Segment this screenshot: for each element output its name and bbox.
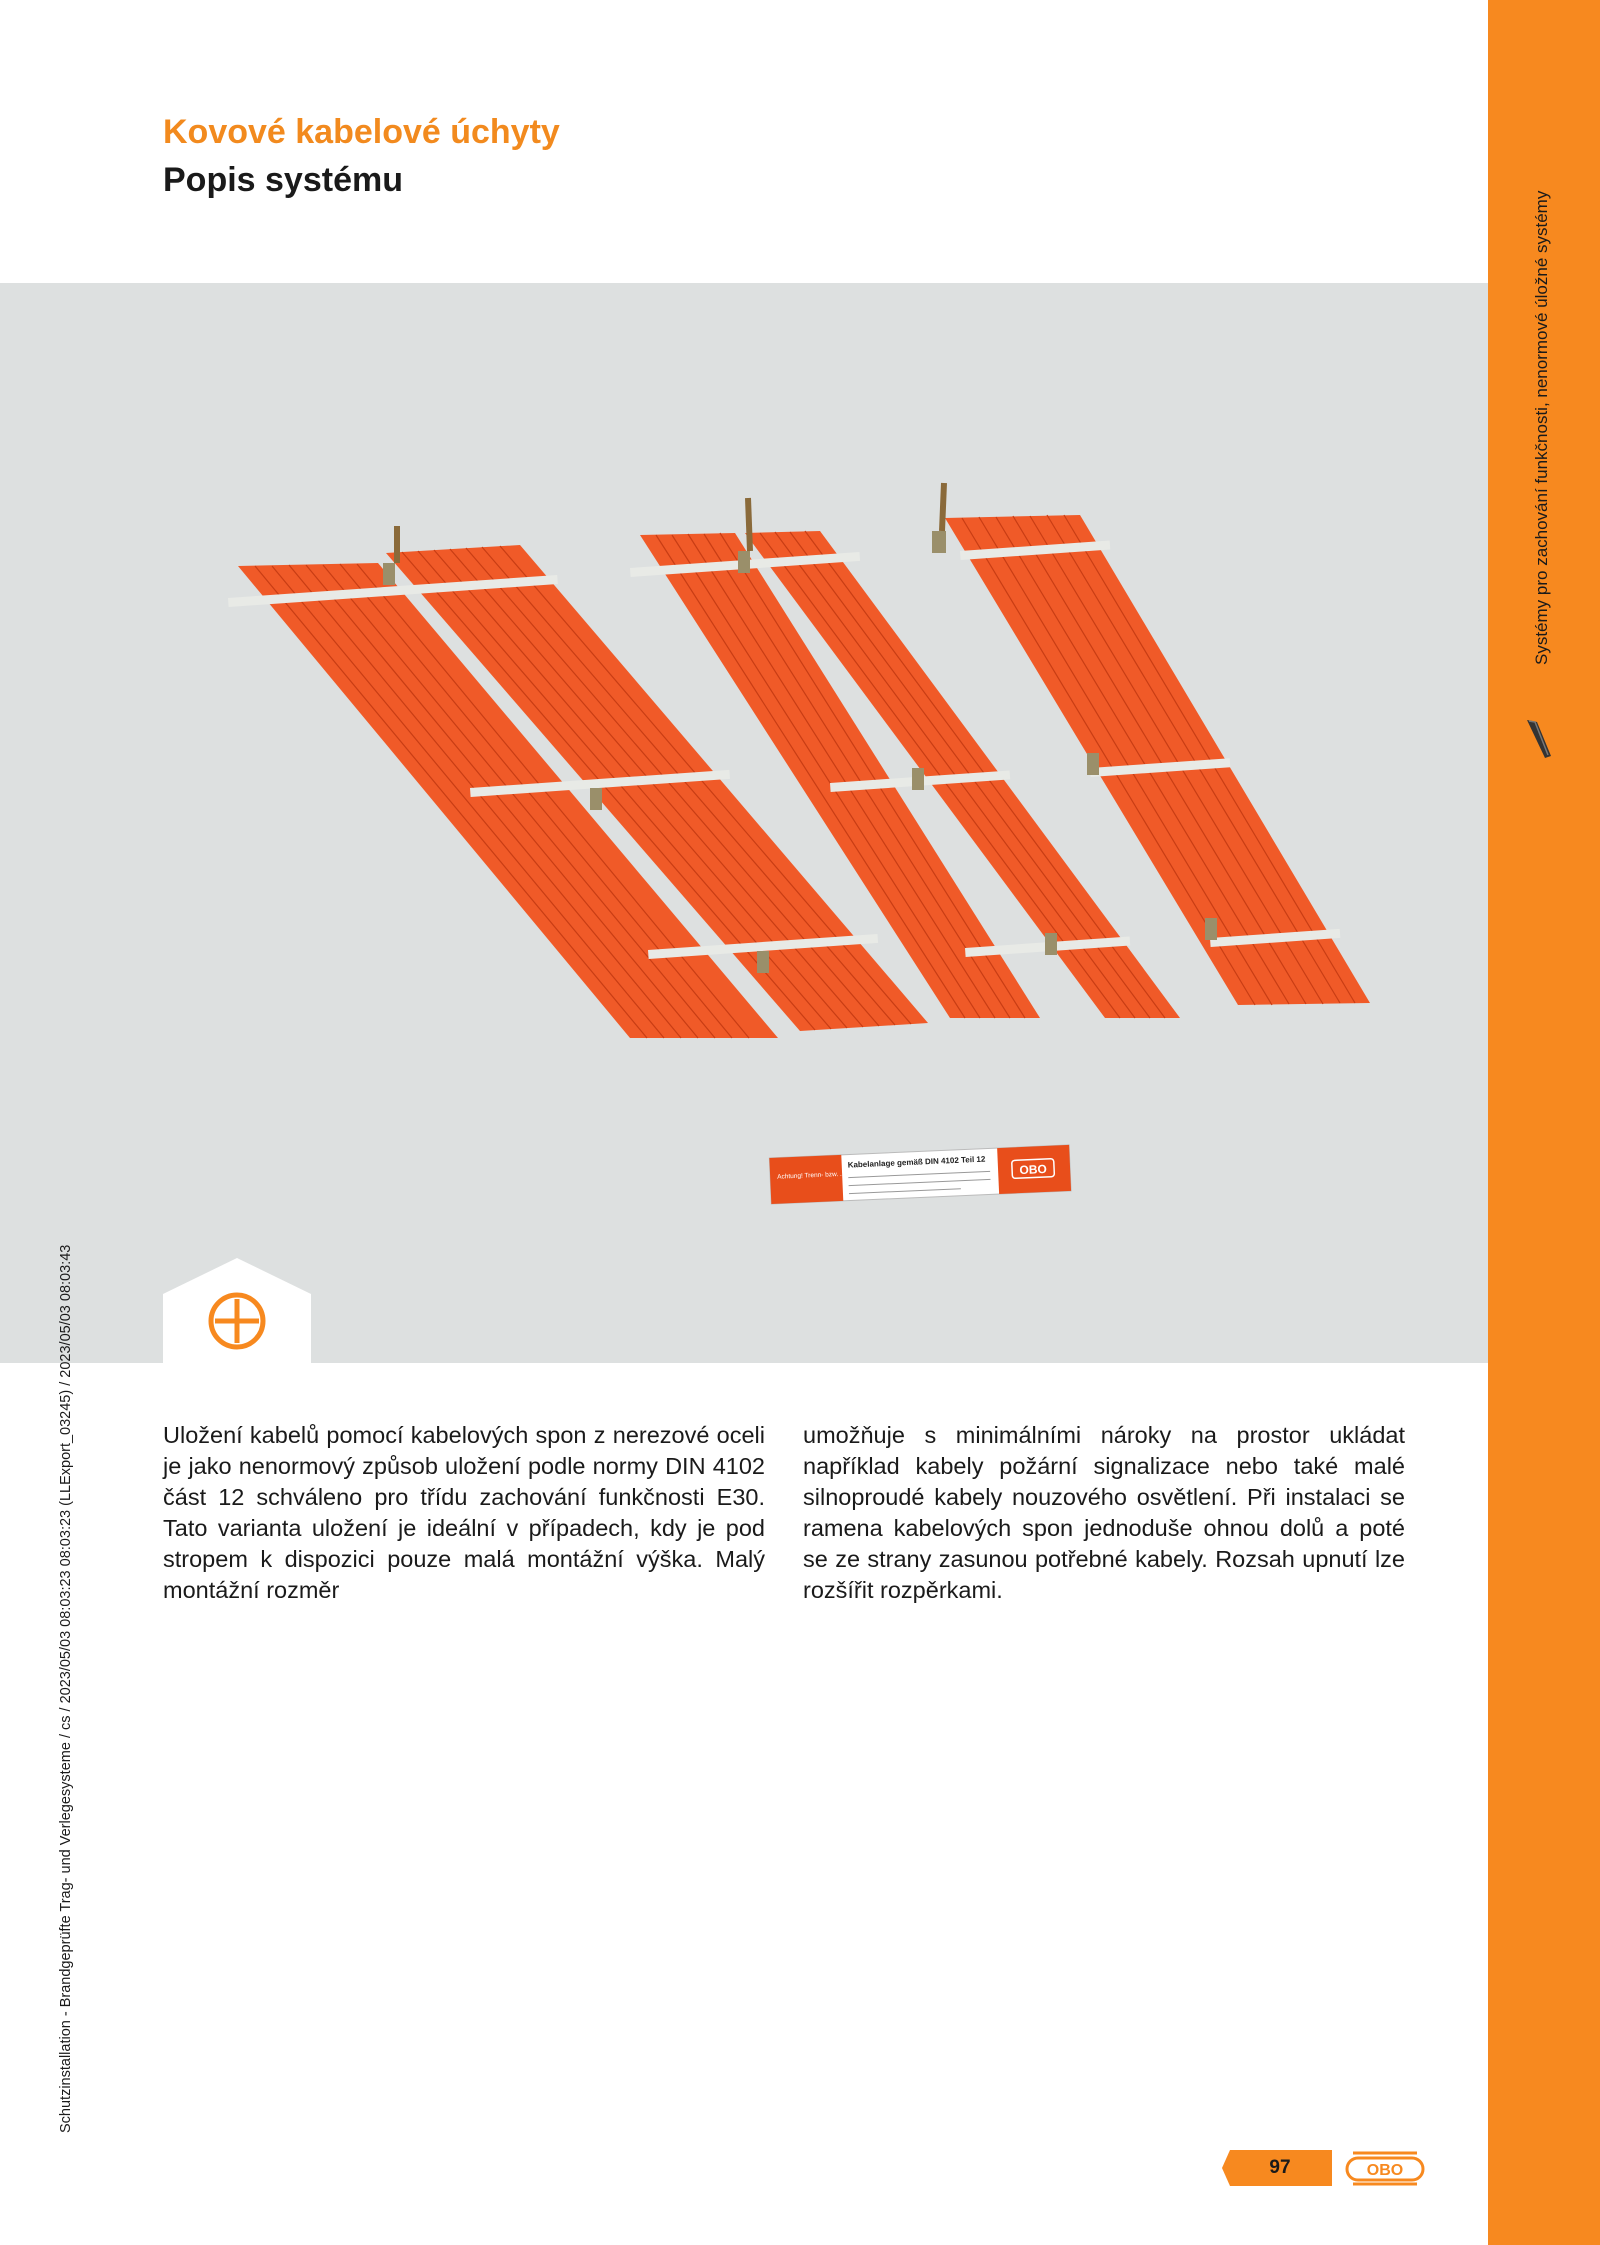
- product-photo: [0, 283, 1488, 1363]
- cable-illustration: [0, 283, 1488, 1363]
- page-subtitle: Popis systému: [163, 161, 403, 199]
- obo-logo-text: OBO: [1366, 2162, 1404, 2179]
- body-text-left: Uložení kabelů pomocí kabelových spon z nerezové oceli je jako nenormový způsob uložení podle normy DIN 4102 část 12 schváleno pro třídu zachování funkčnosti E30. Tato varianta uložení je ideální v případech, kdy je pod stropem k dispozici pouze malá montážní výška. Malý montážní rozměr: [163, 1422, 765, 1603]
- document-metadata: Schutzinstallation - Brandgeprüfte Trag- und Verlegesysteme / cs / 2023/05/03 08:03:23 08:03:23 (LLExport_03245) / 2023/05/03 08:03:43: [58, 1244, 74, 2133]
- label-title-text: Kabelanlage gemäß DIN 4102 Teil 12: [847, 1154, 986, 1170]
- label-logo-text: OBO: [1019, 1161, 1048, 1178]
- label-warning-text: Achtung! Trenn- bzw. ...: [777, 1170, 846, 1181]
- page-title: Kovové kabelové úchyty: [163, 113, 560, 151]
- side-bar-text: Systémy pro zachování funkčnosti, nenormové úložné systémy: [1532, 190, 1551, 665]
- body-text-right: umožňuje s minimálními nároky na prostor ukládat například kabely požární signalizace nebo také malé silnoproudé kabely nouzového osvětlení. Při instalaci se ramena kabelových spon jednoduše ohnou dolů a poté se ze strany zasunou potřebné kabely. Rozsah upnutí lze rozšířit rozpěrkami.: [803, 1422, 1405, 1603]
- identification-label: [769, 1145, 1071, 1204]
- obo-logo: [1345, 2150, 1425, 2186]
- page-number: 97: [1269, 2157, 1291, 2178]
- title-block: [163, 108, 560, 204]
- plus-circle-icon: [163, 1258, 311, 1364]
- cable-tray-right: [932, 483, 1370, 1005]
- cable-icon: [1523, 718, 1553, 760]
